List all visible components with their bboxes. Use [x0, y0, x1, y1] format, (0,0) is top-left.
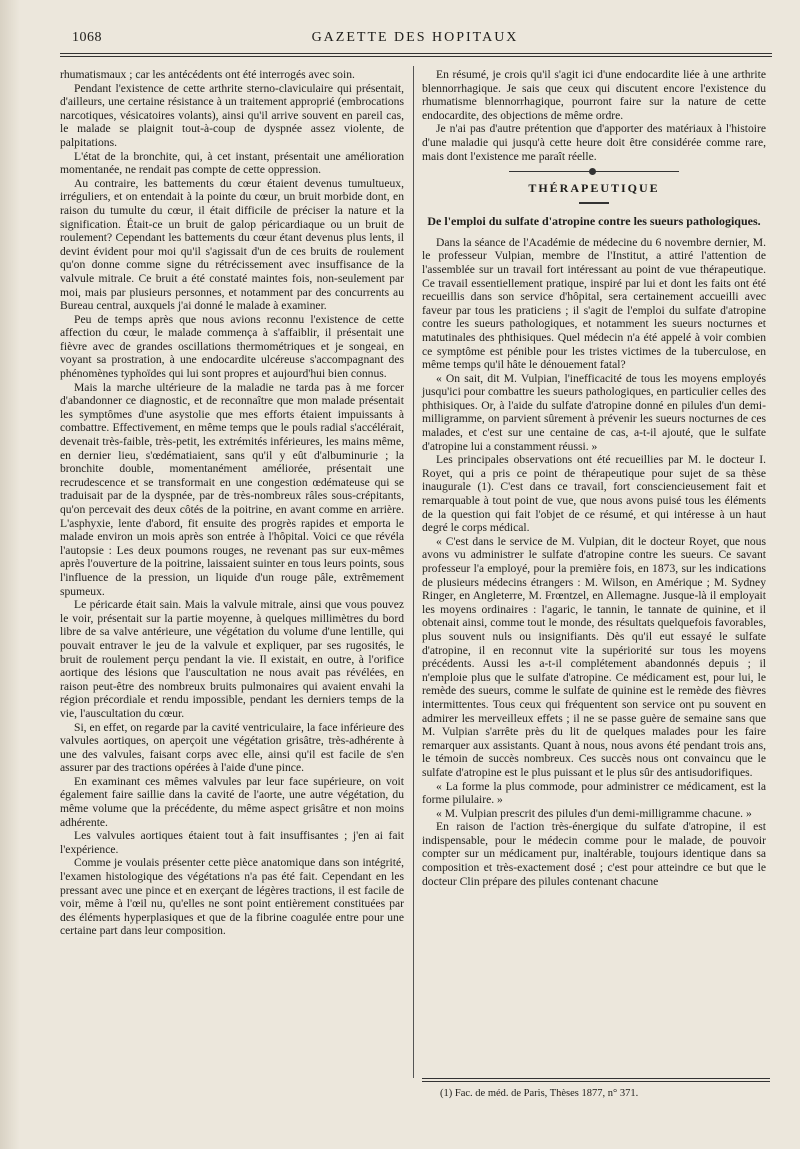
- paragraph: Les principales observations ont été recueillies par M. le docteur I. Royet, qui a pris ce point de thérapeutique pour sujet de sa thèse inaugurale (1). C'est dans ce travail, fort consciencieusement fait et remarquable à tout point de vue, que nous avons puisé tous les éléments de la question qui fait l'objet de ce résumé, et qui intéresse à un haut degré le corps médical.: [422, 453, 766, 535]
- paragraph: Si, en effet, on regarde par la cavité ventriculaire, la face inférieure des valvules aortiques, on aperçoit une végétation grisâtre, très-adhérente à une des valvules, faisant corps avec elle, ainsi qu'il est facile de s'en assurer par des tractions opérées à l'aide d'une pince.: [60, 720, 404, 775]
- paragraph: « C'est dans le service de M. Vulpian, dit le docteur Royet, que nous avons vu administrer le sulfate d'atropine contre les sueurs. Ce savant professeur l'a employé, pour la première fois, en 1873, sur les indications de plusieurs médecins étrangers : M. Wilson, en Amérique ; M. Sydney Ringer, en Angleterre, M. Frœntzel, en Allemagne. Jusque-là il employait les moyens ordinaires : l'agaric, le tannin, le tannate de quinine, et il obtenait ainsi, comme tout le monde, des résultats quelquefois favorables, plus souvent nuls ou insignifiants. Dès qu'il eut essayé le sulfate d'atropine, il en reconnut vite la supériorité sur tous les moyens précédents. Aussi les a-t-il complétement abandonnés depuis ; il n'emploie plus que le sulfate d'atropine. Ce médicament est, pour lui, le remède des sueurs, comme le sulfate de quinine est le remède des fièvres intermittentes. Tous ceux qui fréquentent son service ont pu souvent en admirer les merveilleux effets ; il ne se passe guère de semaine sans que M. Vulpian s'arrête près du lit de quelques malades pour les faire remarquer aux assistants. Quant à nous, nous avons été pendant trois ans, le témoin de succès nombreux. Ces succès nous ont convaincu que le sulfate d'atropine est le plus puissant et le plus sûr des antisudorifiques.: [422, 534, 766, 779]
- paragraph: Pendant l'existence de cette arthrite sterno-claviculaire qui présentait, d'ailleurs, une certaine résistance à un traitement approprié (embrocations narcotiques, vésicatoires volants), ainsi qu'il arrive souvent en pareil cas, le malade se plaignit tout-à-coup de dyspnée assez violente, de palpitations.: [60, 81, 404, 149]
- paragraph: L'état de la bronchite, qui, à cet instant, présentait une amélioration momentanée, ne rendait pas compte de cette oppression.: [60, 149, 404, 177]
- article-title: De l'emploi du sulfate d'atropine contre les sueurs pathologiques.: [427, 213, 761, 228]
- paragraph: Comme je voulais présenter cette pièce anatomique dans son intégrité, l'examen histologique des végétations n'a pas été fait. Cependant en les pressant avec une pince et en exerçant de légères tractions, il est facile de voir, même à l'œil nu, qu'elles ne sont point entièrement constituées par des éléments hyperplasiques et que de la fibrine coagulée entre pour une certaine part dans leur composition.: [60, 856, 404, 938]
- paragraph: « On sait, dit M. Vulpian, l'inefficacité de tous les moyens employés jusqu'ici pour combattre les sueurs pathologiques, en particulier celles des phthisiques. Or, à l'aide du sulfate d'atropine donné en pilules d'un demi-milligramme, on parvient sûrement à prévenir les sueurs nocturnes de ces malades, et c'est sur une centaine de cas, a-t-il ajouté, que le sulfate d'atropine lui a constamment réussi. »: [422, 371, 766, 453]
- left-column: [60, 68, 404, 938]
- header-double-rule: [60, 53, 772, 57]
- title-underline: [579, 202, 609, 204]
- column-divider: [413, 66, 414, 1078]
- paragraph: Mais la marche ultérieure de la maladie ne tarda pas à me forcer d'abandonner ce diagnostic, et de reconnaître que mon malade présentait les symptômes d'une asystolie que mes efforts étaient impuissants à combattre. Effectivement, en même temps que le pouls radial s'accélérait, devenait très-faible, très-petit, les extrémités inférieures, les mains même, en dernier lieu, s'œdématiaient, sans qu'il y eût d'albuminurie ; la bronchite double, momentanément améliorée, présentait une recrudescence et se transformait en une congestion œdémateuse qui se traduisait par de la dyspnée, par de très-nombreux râles sous-crépitants, qu'on percevait des deux côtés de la poitrine, en avant comme en arrière. L'asphyxie, lente d'abord, fit ensuite des progrès rapides et emporta le malade environ un mois après son entrée à l'hôpital. Voici ce que révéla l'autopsie : Les deux poumons rouges, ne revenant pas sur eux-mêmes après l'ouverture de la poitrine, laissaient suinter en tous leurs points, sous l'influence de la pression, un liquide d'un rouge pâle, extrêmement spumeux.: [60, 380, 404, 598]
- page-number: 1068: [72, 30, 102, 45]
- journal-title: GAZETTE DES HOPITAUX: [311, 30, 519, 45]
- paragraph: Peu de temps après que nous avions reconnu l'existence de cette affection du cœur, le malade commença à s'affaiblir, il présentait une fièvre avec de grandes oscillations thermométriques et je songeai, en voyant sa prostration, à une endocardite ulcéreuse s'accompagnant des phénomènes typhoïdes qui lui sont propres et aujourd'hui bien connus.: [60, 312, 404, 381]
- paragraph: En résumé, je crois qu'il s'agit ici d'une endocardite liée à une arthrite blennorrhagique. Je sais que ceux qui discutent encore l'existence du rhumatisme blennorrhagique, pourront faire sur la nature de cette endocardite, des objections de même ordre.: [422, 68, 766, 122]
- paragraph: Le péricarde était sain. Mais la valvule mitrale, ainsi que vous pouvez le voir, présentait sur la partie moyenne, à quelques millimètres du bord libre de sa valve antérieure, une végétation du volume d'une lentille, qui pouvait entraver le jeu de la valvule et expliquer, par ses rugosités, le bruit de roulement perçu pendant la vie. Il existait, en outre, à l'orifice aortique des lésions que l'auscultation ne nous avait pas révélées, en raison peut-être des nombreux bruits pulmonaires qui avaient envahi la région précordiale et rendu impossible, pendant les derniers temps de la vie, l'auscultation du cœur.: [60, 598, 404, 720]
- footnote: (1) Fac. de méd. de Paris, Thèses 1877, n° 371.: [440, 1088, 639, 1099]
- paragraph: En examinant ces mêmes valvules par leur face supérieure, on voit également faire saillie dans la cavité de l'aorte, une autre végétation, du même volume que la précédente, du même aspect grisâtre et non moins adhérente.: [60, 774, 404, 829]
- page-edge-shadow: [0, 0, 20, 1149]
- section-title: THÉRAPEUTIQUE: [528, 181, 660, 196]
- section-separator: [509, 171, 679, 172]
- right-column: [422, 68, 766, 888]
- paragraph: « M. Vulpian prescrit des pilules d'un demi-milligramme chacune. »: [436, 806, 752, 820]
- paragraph: Au contraire, les battements du cœur étaient devenus tumultueux, irréguliers, et on entendait à la pointe du cœur, un bruit morbide dont, en raison du tumulte du cœur, il était difficile de préciser la nature et la signification. Était-ce un bruit de galop péricardiaque ou un bruit de roulement? Cependant les battements du cœur étant devenus plus lents, il devint évident pour moi qu'il s'agissait d'un de ces bruits de roulement qu'on donne comme signe du rétrécissement avec insuffisance de la valvule mitrale. Ce bruit a été constaté maintes fois, non-seulement par moi, mais par plusieurs personnes, et notamment par des concurrents au Bureau central, auxquels j'ai donné le malade à examiner.: [60, 176, 404, 313]
- paragraph: « La forme la plus commode, pour administrer ce médicament, est la forme pilulaire. »: [422, 779, 766, 807]
- paragraph: Les valvules aortiques étaient tout à fait insuffisantes ; j'en ai fait l'expérience.: [60, 829, 404, 856]
- footnote-rule: [422, 1078, 770, 1082]
- page-header: [60, 30, 770, 50]
- paragraph: Dans la séance de l'Académie de médecine du 6 novembre dernier, M. le professeur Vulpian, membre de l'Institut, a attiré l'attention de l'assemblée sur un travail fort intéressant au point de vue thérapeutique. Ce travail essentiellement pratique, inspiré par lui et dont les faits ont été recueillis dans son service d'hôpital, sera certainement accueilli avec faveur par tous les praticiens ; il s'agit de l'emploi du sulfate d'atropine contre les sueurs pathologiques, et notamment les sueurs nocturnes et matutinales des phthisiques. Quel médecin n'a été appelé à voir combien ce symptôme est pénible pour les tristes victimes de la tuberculose, en même temps qu'il hâte le dénouement fatal?: [422, 235, 766, 372]
- paragraph: Je n'ai pas d'autre prétention que d'apporter des matériaux à l'histoire d'une maladie qui jusqu'à cette heure doit être considérée comme rare, mais dont l'existence me paraît réelle.: [422, 122, 766, 163]
- paragraph: En raison de l'action très-énergique du sulfate d'atropine, il est indispensable, pour le médecin comme pour le malade, de pouvoir compter sur un médicament pur, inaltérable, toujours identique dans sa composition et très-exactement dosé ; c'est pour atteindre ce but que le docteur Clin prépare des pilules contenant chacune: [422, 820, 766, 888]
- paragraph: rhumatismaux ; car les antécédents ont été interrogés avec soin.: [60, 68, 355, 81]
